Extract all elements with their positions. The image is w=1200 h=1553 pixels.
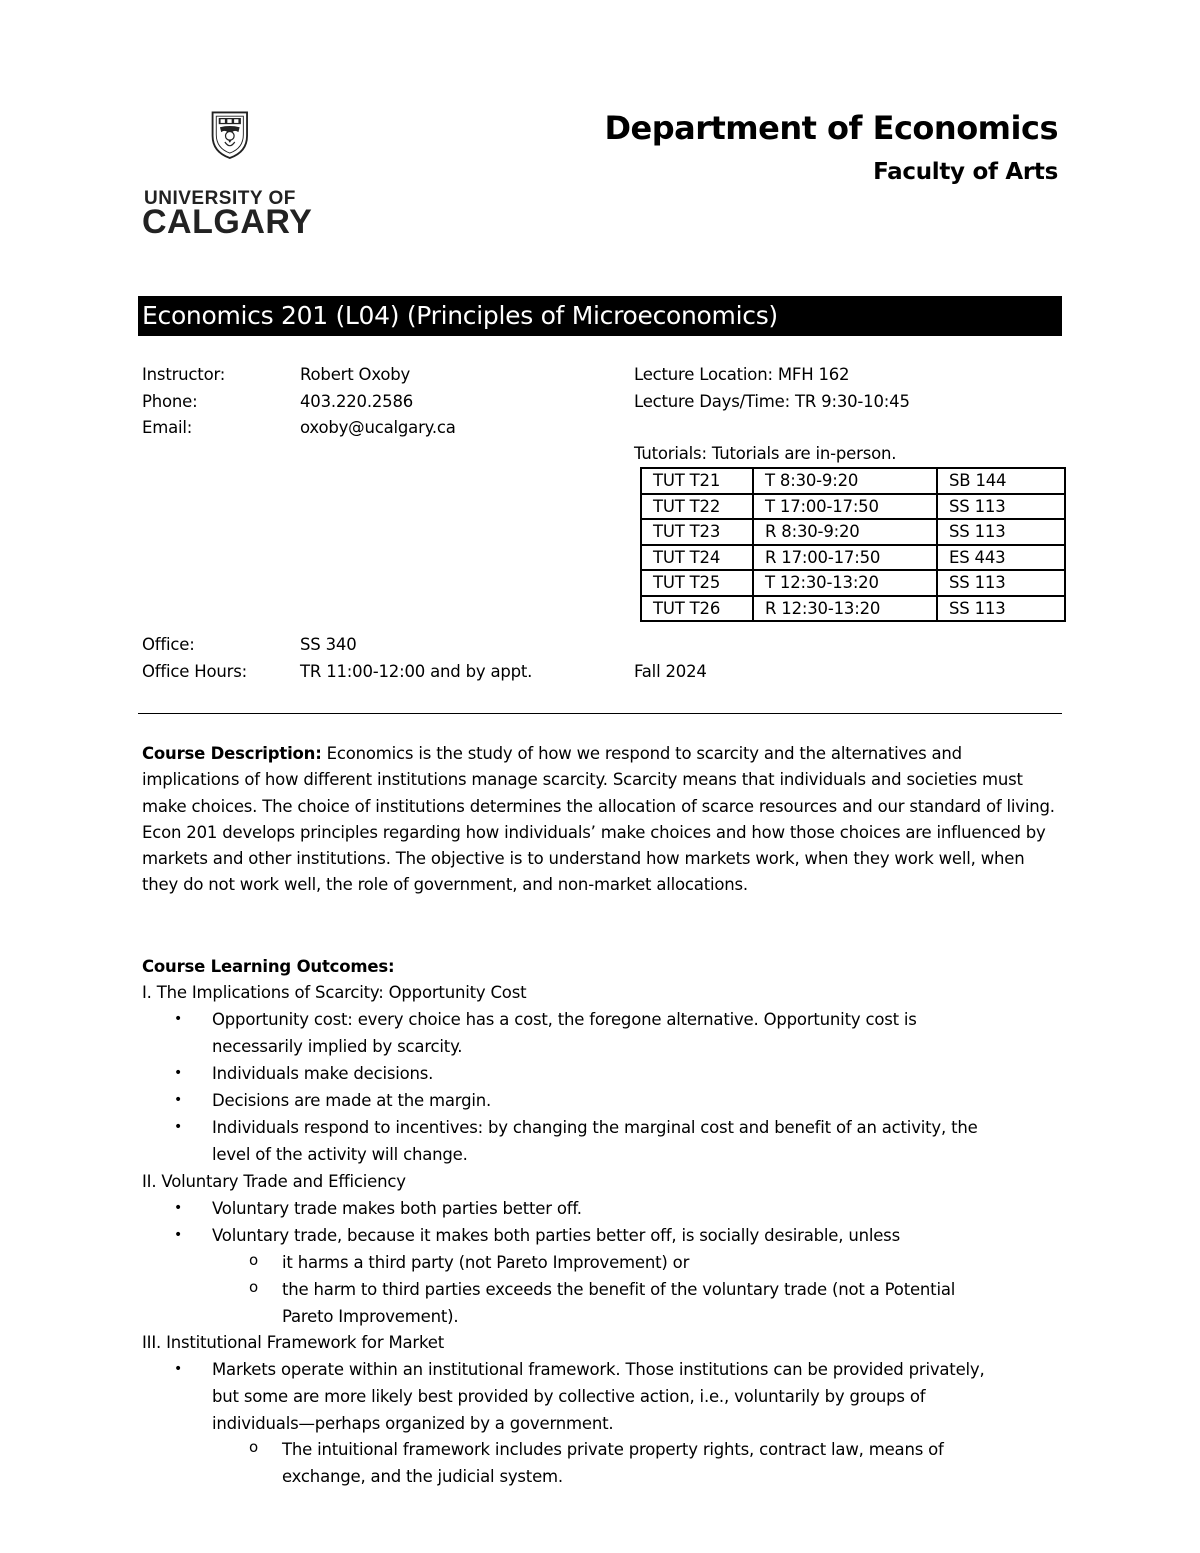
outcomes-heading: Course Learning Outcomes: (142, 957, 395, 976)
section-heading-3: III. Institutional Framework for Market (142, 1333, 444, 1352)
bullet-icon: • (174, 1092, 183, 1108)
lecture-location: Lecture Location: MFH 162 (634, 365, 850, 384)
tutorial-room: SS 113 (937, 570, 1065, 596)
outcome-subtext: The intuitional framework includes private property rights, contract law, means of (282, 1440, 944, 1459)
course-description-text: Economics is the study of how we respond to scarcity and the alternatives and implications of how different institutions manage scarcity. Scarcity means that individuals and societies must make choices. The choice of institutions determines the allocation of scarce resources and our standard of living. Econ 201 develops principles regarding how individuals’ make choices and how those choices are influenced by markets and other institutions. The objective is to understand how markets work, when they work well, when they do not work well, the role of government, and non-market allocations. (142, 744, 1055, 895)
tutorial-time: T 8:30-9:20 (753, 468, 937, 494)
tutorial-section: TUT T21 (641, 468, 753, 494)
term: Fall 2024 (634, 662, 707, 681)
tutorial-table (640, 467, 1066, 622)
office-hours-value: TR 11:00-12:00 and by appt. (300, 662, 533, 681)
office-hours-label: Office Hours: (142, 662, 247, 681)
tutorial-row (641, 519, 1065, 545)
phone-value: 403.220.2586 (300, 392, 414, 411)
office-value: SS 340 (300, 635, 357, 654)
course-description-label: Course Description: (142, 744, 322, 763)
tutorial-room: ES 443 (937, 545, 1065, 571)
tutorial-room: SS 113 (937, 519, 1065, 545)
bullet-icon: • (174, 1227, 183, 1243)
tutorial-section: TUT T22 (641, 494, 753, 520)
tutorial-time: T 17:00-17:50 (753, 494, 937, 520)
department-title: Department of Economics (604, 109, 1058, 147)
tutorial-row (641, 570, 1065, 596)
sub-bullet-icon: o (249, 1251, 259, 1269)
section-heading-1: I. The Implications of Scarcity: Opportunity Cost (142, 983, 527, 1002)
faculty-title: Faculty of Arts (873, 159, 1058, 185)
course-description (142, 741, 1062, 899)
outcome-text: Opportunity cost: every choice has a cost, the foregone alternative. Opportunity cost is (212, 1010, 917, 1029)
outcome-subtext: it harms a third party (not Pareto Improvement) or (282, 1253, 690, 1272)
tutorial-section: TUT T26 (641, 596, 753, 622)
bullet-icon: • (174, 1065, 183, 1081)
tutorial-room: SS 113 (937, 494, 1065, 520)
tutorials-note: Tutorials: Tutorials are in-person. (634, 444, 897, 463)
section-divider (138, 713, 1062, 714)
outcome-text: Markets operate within an institutional framework. Those institutions can be provided privately, (212, 1360, 985, 1379)
tutorial-time: T 12:30-13:20 (753, 570, 937, 596)
outcome-text: but some are more likely best provided by collective action, i.e., voluntarily by groups of (212, 1387, 926, 1406)
tutorial-row (641, 596, 1065, 622)
outcome-text: Decisions are made at the margin. (212, 1091, 492, 1110)
tutorial-time: R 17:00-17:50 (753, 545, 937, 571)
bullet-icon: • (174, 1361, 183, 1377)
outcome-text: necessarily implied by scarcity. (212, 1037, 463, 1056)
university-crest-logo (142, 110, 317, 190)
outcome-text: level of the activity will change. (212, 1145, 468, 1164)
tutorial-section: TUT T25 (641, 570, 753, 596)
tutorial-row (641, 494, 1065, 520)
outcome-text: individuals—perhaps organized by a government. (212, 1414, 614, 1433)
phone-label: Phone: (142, 392, 198, 411)
tutorial-time: R 12:30-13:20 (753, 596, 937, 622)
bullet-icon: • (174, 1011, 183, 1027)
office-label: Office: (142, 635, 195, 654)
email-label: Email: (142, 418, 193, 437)
instructor-name: Robert Oxoby (300, 365, 411, 384)
tutorial-time: R 8:30-9:20 (753, 519, 937, 545)
lecture-time: Lecture Days/Time: TR 9:30-10:45 (634, 392, 910, 411)
instructor-label: Instructor: (142, 365, 226, 384)
tutorial-room: SB 144 (937, 468, 1065, 494)
section-heading-2: II. Voluntary Trade and Efficiency (142, 1172, 406, 1191)
tutorial-row (641, 468, 1065, 494)
outcome-text: Voluntary trade, because it makes both parties better off, is socially desirable, unless (212, 1226, 900, 1245)
bullet-icon: • (174, 1200, 183, 1216)
outcome-text: Individuals make decisions. (212, 1064, 434, 1083)
university-name-line1: UNIVERSITY OF (144, 188, 296, 209)
email-value: oxoby@ucalgary.ca (300, 418, 456, 437)
sub-bullet-icon: o (249, 1438, 259, 1456)
outcome-text: Individuals respond to incentives: by changing the marginal cost and benefit of an activity, the (212, 1118, 978, 1137)
outcome-subtext: exchange, and the judicial system. (282, 1467, 563, 1486)
sub-bullet-icon: o (249, 1278, 259, 1296)
outcome-text: Voluntary trade makes both parties better off. (212, 1199, 582, 1218)
university-name-line2: CALGARY (142, 203, 313, 241)
course-title-bar: Economics 201 (L04) (Principles of Microeconomics) (138, 296, 1062, 336)
tutorial-section: TUT T24 (641, 545, 753, 571)
tutorial-room: SS 113 (937, 596, 1065, 622)
bullet-icon: • (174, 1119, 183, 1135)
outcome-subtext: Pareto Improvement). (282, 1307, 459, 1326)
tutorial-row (641, 545, 1065, 571)
tutorial-section: TUT T23 (641, 519, 753, 545)
outcome-subtext: the harm to third parties exceeds the benefit of the voluntary trade (not a Potential (282, 1280, 956, 1299)
